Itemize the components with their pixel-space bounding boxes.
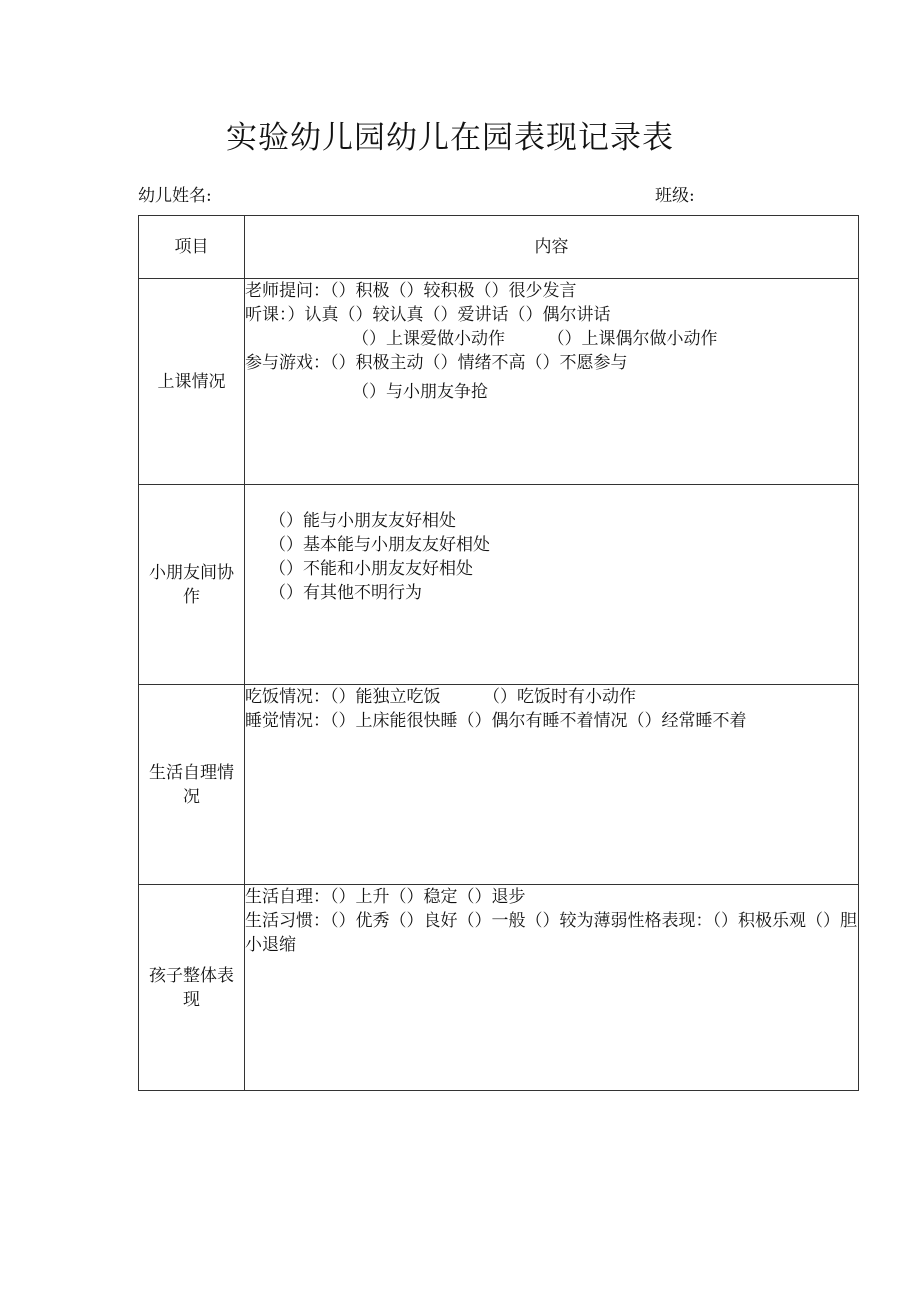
header-content: 内容 [534,237,569,257]
content-line: 老师提问：（）积极（）较积极（）很少发言 [245,281,577,301]
content-line: 听课：）认真（）较认真（）爱讲话（）偶尔讲话 [245,305,611,325]
row-label: 小朋友间协作 [149,562,234,607]
content-line: （）有其他不明行为 [269,583,422,603]
content-line: （）能与小朋友友好相处 [269,511,456,531]
row-label: 孩子整体表现 [149,965,234,1010]
row-label-cell [139,485,245,685]
content-line: 吃饭情况：（）能独立吃饭 （）吃饭时有小动作 [245,687,636,707]
record-table [138,215,859,1091]
row-content-cell [245,685,859,885]
content-line: （）基本能与小朋友友好相处 [269,535,490,555]
row-content-cell [245,885,859,1091]
table-header-row [139,216,859,279]
row-content-cell [245,279,859,485]
content-line: （）上课爱做小动作 （）上课偶尔做小动作 [352,329,718,349]
header-content-cell [245,216,859,279]
class-label: 班级: [655,186,695,206]
content-line: 生活习惯：（）优秀（）良好（）一般（）较为薄弱性格表现：（）积极乐观（）胆小退缩 [245,911,857,955]
row-label-cell [139,279,245,485]
content-line: 睡觉情况：（）上床能很快睡（）偶尔有睡不着情况（）经常睡不着 [245,711,747,731]
row-label: 生活自理情况 [149,762,234,807]
row-label-cell [139,885,245,1091]
page-title: 实验幼儿园幼儿在园表现记录表 [226,120,674,156]
row-label: 上课情况 [157,371,226,392]
table-row-overall-performance [139,885,859,1091]
content-line: 生活自理：（）上升（）稳定（）退步 [245,887,526,907]
row-content-cell [245,485,859,685]
table-row-peer-cooperation [139,485,859,685]
content-line: 参与游戏：（）积极主动（）情绪不高（）不愿参与 [245,353,628,373]
content-line: （）不能和小朋友友好相处 [269,559,473,579]
content-line: （）与小朋友争抢 [352,382,488,402]
table-row-class-behavior [139,279,859,485]
header-item-cell [139,216,245,279]
header-item: 项目 [174,237,209,257]
child-name-label: 幼儿姓名: [138,186,212,206]
row-label-cell [139,685,245,885]
table-row-self-care [139,685,859,885]
